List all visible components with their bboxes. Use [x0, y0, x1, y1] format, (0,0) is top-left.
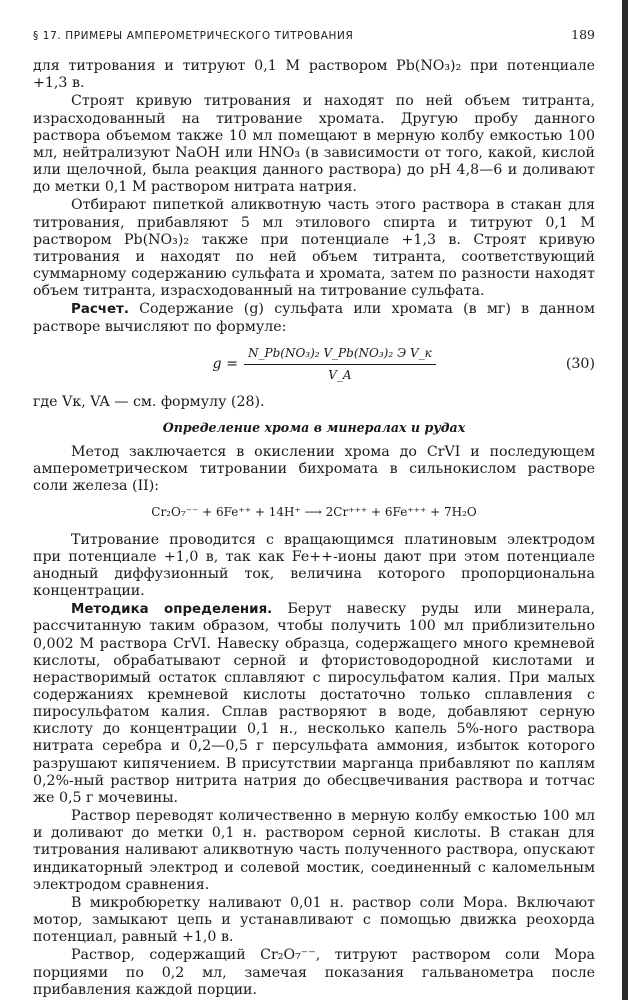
formula-30	[33, 342, 595, 388]
calculation-label: Расчет.	[71, 302, 129, 318]
calculation-text: Содержание (g) сульфата или хромата (в мг) в данном растворе вычисляют по формуле:	[33, 301, 595, 335]
running-header	[33, 26, 595, 45]
paragraph-formula-note: где Vк, VA — см. формулу (28).	[33, 393, 265, 410]
paragraph-titration: Титрование проводится с вращающимся платиновым электродом при потенциале +1,0 в, так как Fe++-ионы дают при этом потенциале анодный диффузионный ток, величина которого пропорциональна концентрации.	[33, 531, 595, 600]
paragraph-3: Отбирают пипеткой аликвотную часть этого раствора в стакан для титрования, прибавляют 5 мл этилового спирта и титруют 0,1 М раствором Pb(NO₃)₂ также при потенциале +1,3 в. Строят кривую титрования и находят по ней объем титранта, соответствующий суммарному содержанию сульфата и хромата, затем по разности находят объем титранта, израсходованный на титрование сульфата.	[33, 197, 595, 300]
paragraph-final: Раствор, содержащий Cr₂O₇⁻⁻, титруют раствором соли Мора порциями по 0,2 мл, замечая показания гальванометра после прибавления каждой порции.	[33, 947, 595, 998]
paragraph-2: Строят кривую титрования и находят по ней объем титранта, израсходованный на титрование хромата. Другую пробу данного раствора объемом также 10 мл помещают в мерную колбу емкостью 100 мл, нейтрализуют NaOH или HNO₃ (в зависимости от того, какой, кислой или щелочной, была реакция данного раствора) до pH 4,8—6 и доливают до метки 0,1 М раствором нитрата натрия.	[33, 93, 595, 196]
paragraph-method: Метод заключается в окислении хрома до CrVI и последующем амперометрическом титровании бихромата в сильнокислом растворе соли железа (II):	[33, 443, 595, 495]
formula-fraction	[244, 345, 436, 384]
page-number: 189	[571, 27, 595, 42]
formula-number: (30)	[565, 356, 595, 373]
procedure-label: Методика определения.	[71, 602, 273, 618]
paragraph-calculation	[33, 301, 595, 335]
procedure-text: Берут навеску руды или минерала, рассчитанную таким образом, чтобы получить 100 мл приблизительно 0,002 М раствора CrVI. Навеску образца, содержащего много кремневой кислоты, обрабатывают серной и фтористоводородной кислотами и нерастворимый остаток сплавляют с пиросульфатом калия. При малых содержаниях кремневой кислоты достаточно только сплавления с пиросульфатом калия. Сплав растворяют в воде, добавляют серную кислоту до концентрации 0,1 н., несколько капель 5%-ного раствора нитрата серебра и 0,2—0,5 г персульфата аммония, избыток которого разрушают кипячением. В присутствии марганца прибавляют по каплям 0,2%-ный раствор нитрита натрия до обесцвечивания раствора и тотчас же 0,5 г мочевины.	[33, 601, 595, 806]
reaction-equation: Cr₂O₇⁻⁻ + 6Fe⁺⁺ + 14H⁺ ⟶ 2Cr⁺⁺⁺ + 6Fe⁺⁺⁺ + 7H₂O	[151, 505, 477, 520]
paragraph-transfer: Раствор переводят количественно в мерную колбу емкостью 100 мл и доливают до метки 0,1 н. раствором серной кислоты. В стакан для титрования наливают аликвотную часть полученного раствора, опускают индикаторный электрод и солевой мостик, соединенный с каломельным электродом сравнения.	[33, 808, 595, 893]
formula-numerator: N_Pb(NO₃)₂ V_Pb(NO₃)₂ Э V_к	[244, 345, 436, 365]
running-title: § 17. ПРИМЕРЫ АМПЕРОМЕТРИЧЕСКОГО ТИТРОВАНИЯ	[33, 30, 354, 42]
paragraph-microburette: В микробюретку наливают 0,01 н. раствор соли Мора. Включают мотор, замыкают цепь и устанавливают с помощью движка реохорда потенциал, равный +1,0 в.	[33, 894, 595, 946]
book-page	[33, 26, 595, 999]
paragraph-procedure	[33, 601, 595, 807]
page-edge-shadow	[622, 0, 628, 1000]
formula-denominator: V_A	[328, 368, 352, 383]
formula-lhs: g =	[212, 356, 238, 373]
section-title: Определение хрома в минералах и рудах	[162, 419, 466, 435]
paragraph-1: для титрования и титруют 0,1 М раствором Pb(NO₃)₂ при потенциале +1,3 в.	[33, 58, 595, 92]
